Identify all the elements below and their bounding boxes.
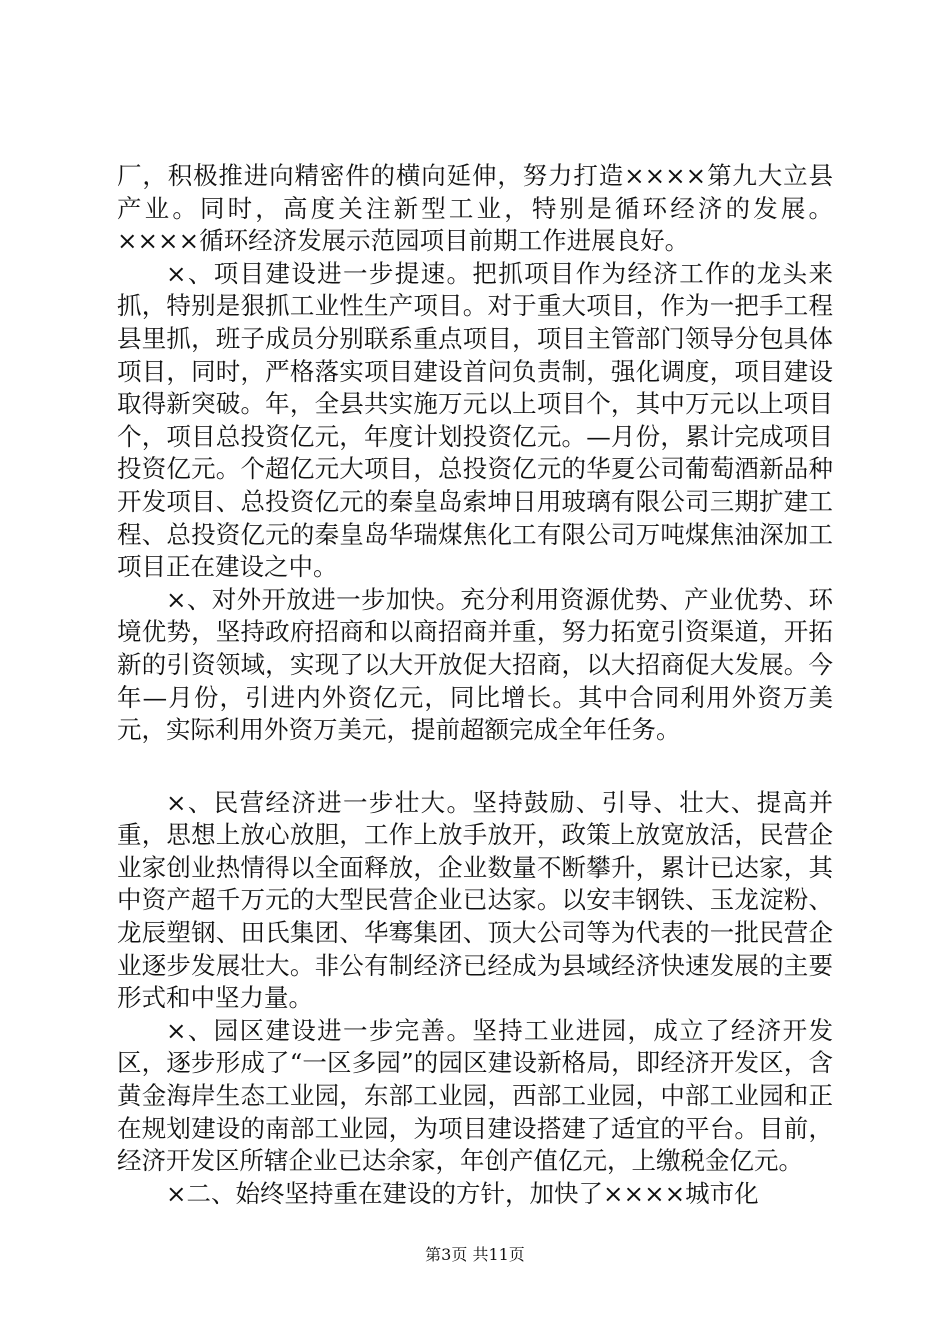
paragraph-urbanization: ×二、始终坚持重在建设的方针，加快了××××城市化 (166, 1178, 759, 1208)
paragraph-private-economy: ×、民营经济进一步壮大。坚持鼓励、引导、壮大、提高并重，思想上放心放胆，工作上放手放开，政策上放宽放活，民营企业家创业热情得以全面释放，企业数量不断攀升，累计已达家，其中资产超千万元的大型民营企业已达家。以安丰钢铁、玉龙淀粉、龙辰塑钢、田氏集团、华骞集团、顶大公司等为代表的一批民营企业逐步发展壮大。非公有制经济已经成为县域经济快速发展的主要形式和中坚力量。 (117, 787, 833, 1013)
paragraph-gap (117, 747, 833, 787)
paragraph-industrial-park: ×、园区建设进一步完善。坚持工业进园，成立了经济开发区，逐步形成了“一区多园”的园区建设新格局，即经济开发区，含黄金海岸生态工业园，东部工业园，西部工业园，中部工业园和正在规划建设的南部工业园，为项目建设搭建了适宜的平台。目前，经济开发区所辖企业已达余家，年创产值亿元，上缴税金亿元。 (117, 1015, 833, 1176)
paragraph-opening-up: ×、对外开放进一步加快。充分利用资源优势、产业优势、环境优势，坚持政府招商和以商招商并重，努力拓宽引资渠道，开拓新的引资领域，实现了以大开放促大招商，以大招商促大发展。今年—月份，引进内外资亿元，同比增长。其中合同利用外资万美元，实际利用外资万美元，提前超额完成全年任务。 (117, 584, 833, 745)
page-footer: 第3页 共11页 (425, 1245, 525, 1264)
document-body (117, 160, 833, 1210)
paragraph-continuation: 厂，积极推进向精密件的横向延伸，努力打造××××第九大立县产业。同时，高度关注新型工业，特别是循环经济的发展。××××循环经济发展示范园项目前期工作进展良好。 (117, 161, 833, 256)
paragraph-project-construction: ×、项目建设进一步提速。把抓项目作为经济工作的龙头来抓，特别是狠抓工业性生产项目。对于重大项目，作为一把手工程县里抓，班子成员分别联系重点项目，项目主管部门领导分包具体项目，同时，严格落实项目建设首问负责制，强化调度，项目建设取得新突破。年，全县共实施万元以上项目个，其中万元以上项目个，项目总投资亿元，年度计划投资亿元。—月份，累计完成项目投资亿元。个超亿元大项目，总投资亿元的华夏公司葡萄酒新品种开发项目、总投资亿元的秦皇岛索坤日用玻璃有限公司三期扩建工程、总投资亿元的秦皇岛华瑞煤焦化工有限公司万吨煤焦油深加工项目正在建设之中。 (117, 258, 833, 582)
